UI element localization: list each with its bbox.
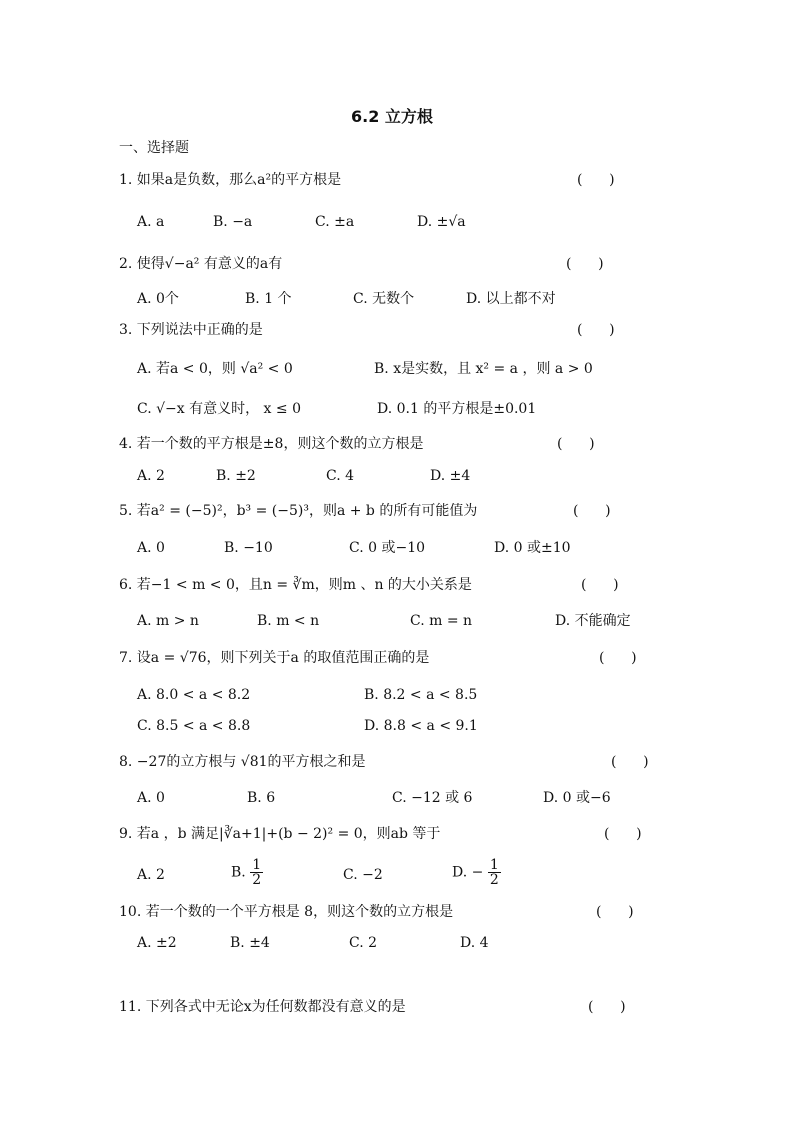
question-4-option-b[interactable]: B. ±2 [216, 468, 256, 484]
fraction-numerator: 1 [252, 857, 262, 873]
question-5-option-d[interactable]: D. 0 或±10 [494, 540, 571, 556]
question-2-answer-bracket[interactable]: ( ) [566, 256, 604, 272]
question-7-option-c[interactable]: C. 8.5 < a < 8.8 [137, 718, 251, 734]
question-6-stem: 6. 若−1 < m < 0，且n = ∛m，则m 、n 的大小关系是 [119, 577, 472, 593]
section-heading: 一、选择题 [119, 140, 189, 156]
question-5-option-c[interactable]: C. 0 或−10 [349, 540, 426, 556]
question-6-option-a[interactable]: A. m > n [137, 613, 199, 629]
question-3-stem: 3. 下列说法中正确的是 [119, 322, 263, 338]
question-9-option-c[interactable]: C. −2 [343, 867, 383, 883]
fraction-numerator: 1 [489, 857, 499, 873]
question-9-option-b-fraction [250, 858, 263, 887]
fraction-denominator: 2 [252, 872, 262, 888]
question-1-option-c[interactable]: C. ±a [315, 214, 355, 230]
question-7-option-a[interactable]: A. 8.0 < a < 8.2 [137, 687, 251, 703]
question-9-option-d-letter: D. − [452, 864, 484, 881]
fraction-denominator: 2 [489, 872, 499, 888]
question-7-option-d[interactable]: D. 8.8 < a < 9.1 [364, 718, 478, 734]
question-6-answer-bracket[interactable]: ( ) [581, 577, 619, 593]
question-4-option-a[interactable]: A. 2 [137, 468, 165, 484]
question-7-stem: 7. 设a = √76，则下列关于a 的取值范围正确的是 [119, 650, 430, 666]
question-3-answer-bracket[interactable]: ( ) [577, 322, 615, 338]
question-5-option-a[interactable]: A. 0 [137, 540, 165, 556]
question-8-option-d[interactable]: D. 0 或−6 [543, 790, 611, 806]
question-9-option-a[interactable]: A. 2 [137, 867, 165, 883]
question-2-option-b[interactable]: B. 1 个 [245, 291, 292, 307]
question-1-option-d[interactable]: D. ±√a [417, 214, 466, 230]
question-3-option-d[interactable]: D. 0.1 的平方根是±0.01 [377, 401, 537, 417]
question-3-option-a[interactable]: A. 若a < 0，则 √a² < 0 [137, 361, 293, 377]
question-10-option-b[interactable]: B. ±4 [230, 935, 270, 951]
question-7-option-b[interactable]: B. 8.2 < a < 8.5 [364, 687, 478, 703]
question-1-option-b[interactable]: B. −a [213, 214, 253, 230]
question-5-stem: 5. 若a² = (−5)²，b³ = (−5)³，则a + b 的所有可能值为 [119, 503, 478, 519]
question-11-answer-bracket[interactable]: ( ) [588, 999, 626, 1015]
question-4-answer-bracket[interactable]: ( ) [557, 436, 595, 452]
question-8-option-b[interactable]: B. 6 [247, 790, 276, 806]
question-10-option-a[interactable]: A. ±2 [137, 935, 177, 951]
question-9-option-b-letter: B. [231, 864, 251, 881]
question-8-answer-bracket[interactable]: ( ) [611, 754, 649, 770]
question-1-stem: 1. 如果a是负数，那么a²的平方根是 [119, 172, 342, 188]
question-5-option-b[interactable]: B. −10 [224, 540, 273, 556]
question-10-option-c[interactable]: C. 2 [349, 935, 378, 951]
question-8-option-a[interactable]: A. 0 [137, 790, 165, 806]
question-2-stem: 2. 使得√−a² 有意义的a有 [119, 256, 283, 272]
question-1-option-a[interactable]: A. a [137, 214, 165, 230]
question-8-option-c[interactable]: C. −12 或 6 [392, 790, 473, 806]
question-6-option-d[interactable]: D. 不能确定 [555, 613, 631, 629]
question-2-option-d[interactable]: D. 以上都不对 [466, 291, 556, 307]
question-7-answer-bracket[interactable]: ( ) [599, 650, 637, 666]
question-2-option-c[interactable]: C. 无数个 [353, 291, 415, 307]
question-9-option-b[interactable] [231, 858, 263, 887]
question-2-option-a[interactable]: A. 0个 [137, 291, 179, 307]
question-9-stem: 9. 若a ，b 满足|∛a+1|+(b − 2)² = 0，则ab 等于 [119, 826, 441, 842]
question-10-option-d[interactable]: D. 4 [460, 935, 489, 951]
question-6-option-b[interactable]: B. m < n [257, 613, 320, 629]
question-10-stem: 10. 若一个数的一个平方根是 8，则这个数的立方根是 [119, 904, 454, 920]
question-9-option-d[interactable] [452, 858, 501, 887]
question-3-option-b[interactable]: B. x是实数，且 x² = a ，则 a > 0 [374, 361, 593, 377]
question-3-option-c[interactable]: C. √−x 有意义时， x ≤ 0 [137, 401, 301, 417]
question-1-answer-bracket[interactable]: ( ) [577, 172, 615, 188]
question-4-option-c[interactable]: C. 4 [326, 468, 355, 484]
question-4-option-d[interactable]: D. ±4 [430, 468, 471, 484]
question-8-stem: 8. −27的立方根与 √81的平方根之和是 [119, 754, 366, 770]
question-5-answer-bracket[interactable]: ( ) [573, 503, 611, 519]
question-4-stem: 4. 若一个数的平方根是±8，则这个数的立方根是 [119, 436, 424, 452]
page-title: 6.2 立方根 [351, 107, 433, 126]
question-10-answer-bracket[interactable]: ( ) [596, 904, 634, 920]
question-11-stem: 11. 下列各式中无论x为任何数都没有意义的是 [119, 999, 406, 1015]
question-9-option-d-fraction [488, 858, 501, 887]
question-9-answer-bracket[interactable]: ( ) [604, 826, 642, 842]
question-6-option-c[interactable]: C. m = n [410, 613, 473, 629]
